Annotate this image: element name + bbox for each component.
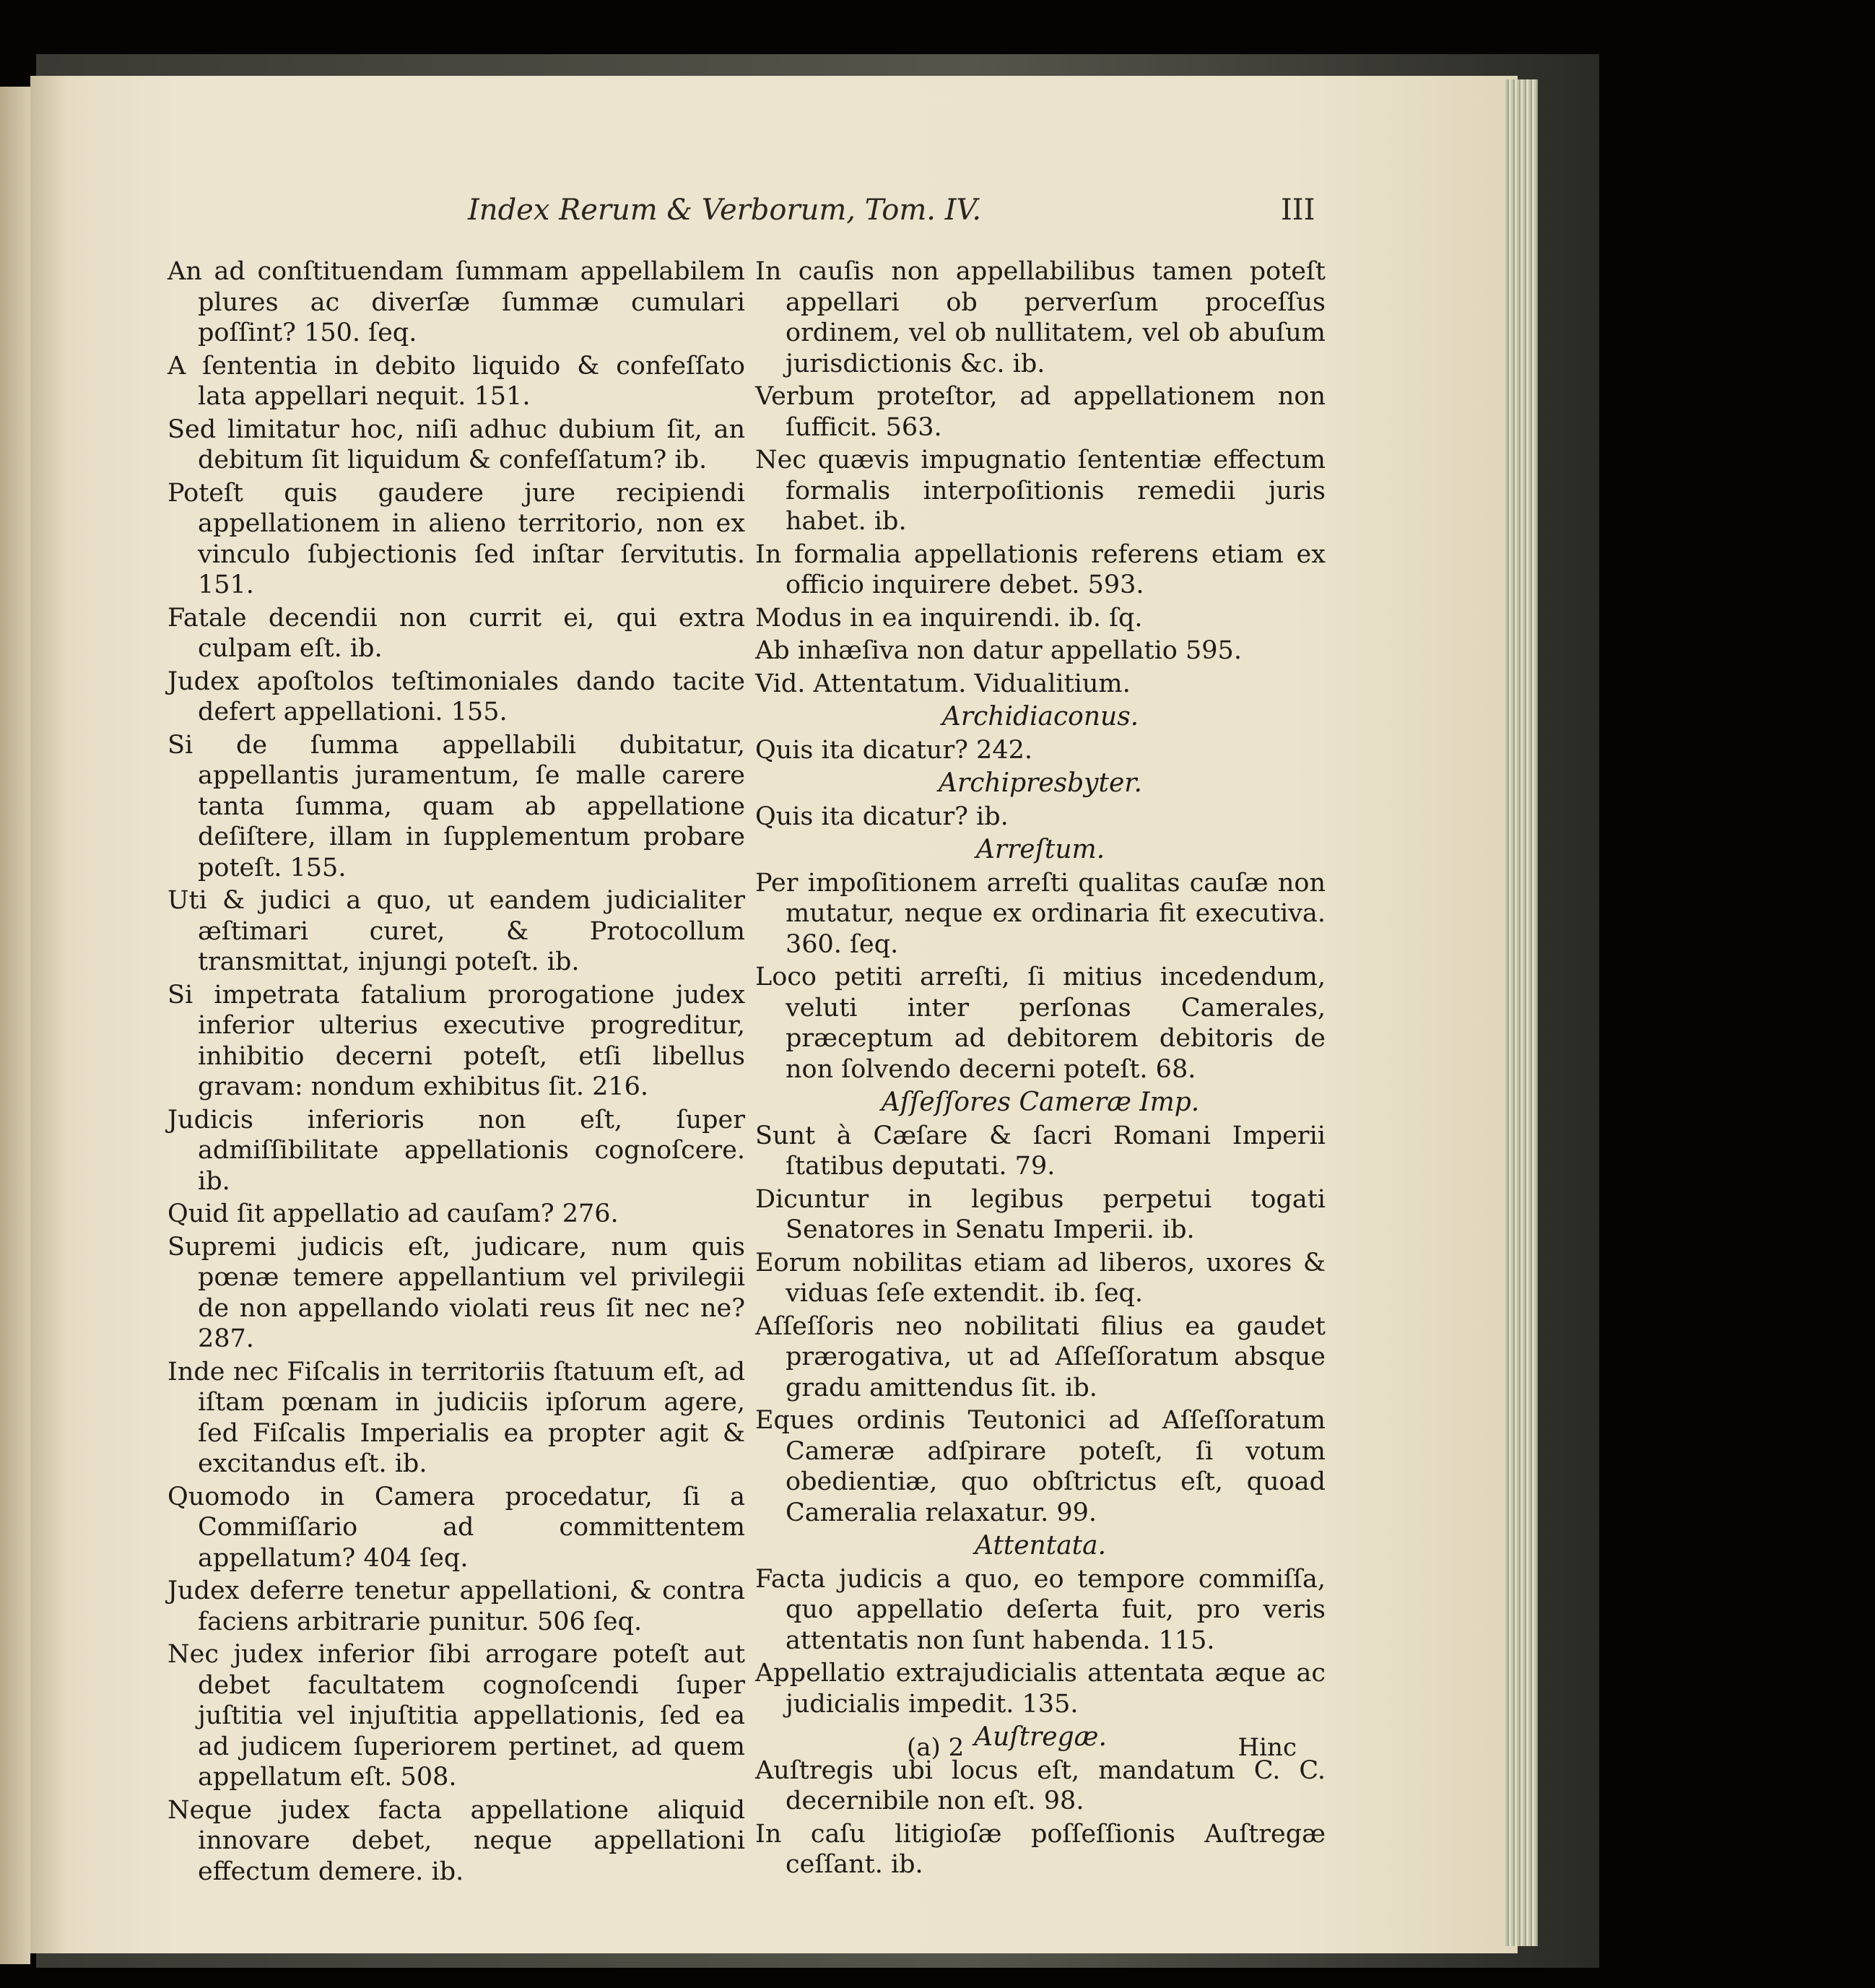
index-entry: In caſu litigioſæ poſſeſſionis Auſtregæ ceſſant. ib. <box>755 1819 1326 1879</box>
index-entry: Judicis inferioris non eſt, ſuper admiſſibilitate appellationis cognoſcere. ib. <box>168 1105 745 1196</box>
index-entry: Uti & judici a quo, ut eandem judicialiter æſtimari curet, & Protocollum transmittat, injungi poteſt. ib. <box>168 886 745 976</box>
index-heading: Archipresbyter. <box>939 768 1142 798</box>
index-entry: Judex deferre tenetur appellationi, & contra faciens arbitrarie punitur. 506 ſeq. <box>168 1576 745 1636</box>
index-heading: Attentata. <box>974 1531 1107 1561</box>
index-entry: Facta judicis a quo, eo tempore commiſſa, quo appellatio deſerta fuit, pro veris attentatis non ſunt habenda. 115. <box>755 1564 1326 1655</box>
index-entry: Fatale decendii non currit ei, qui extra culpam eſt. ib. <box>168 603 745 663</box>
index-heading: Arreſtum. <box>975 835 1105 864</box>
index-entry: Poteſt quis gaudere jure recipiendi appellationem in alieno territorio, non ex vinculo ſubjectionis ſed inſtar ſervitutis. 151. <box>168 478 745 599</box>
previous-page-edge <box>0 87 30 1964</box>
index-entry: Loco petiti arreſti, ſi mitius incedendum, veluti inter perſonas Camerales, præceptum ad debitorem debitoris de non ſolvendo decerni poteſt. 68. <box>755 963 1326 1084</box>
running-head <box>0 194 1875 237</box>
index-entry: Vid. Attentatum. Vidualitium. <box>755 669 1131 698</box>
index-entry: Quis ita dicatur? ib. <box>755 802 1009 831</box>
signature-mark: (a) 2 <box>907 1733 965 1762</box>
index-entry: Nec judex inferior ſibi arrogare poteſt aut debet facultatem cognoſcendi ſuper juſtitia vel injuſtitia appellationis, ſed ea ad judicem ſuperiorem pertinet, ad quem appellatum eſt. 508. <box>168 1640 745 1792</box>
index-entry: An ad conſtituendam ſummam appellabilem plures ac diverſæ ſummæ cumulari poſſint? 150. ſeq. <box>168 257 745 347</box>
index-entry: Quomodo in Camera procedatur, ſi a Commiſſario ad committentem appellatum? 404 ſeq. <box>168 1482 745 1573</box>
right-column <box>755 256 1326 1883</box>
index-entry: Verbum proteſtor, ad appellationem non ſufficit. 563. <box>755 382 1326 442</box>
index-heading: Aſſeſſores Cameræ Imp. <box>881 1088 1200 1117</box>
running-head-title: Index Rerum & Verborum, Tom. IV. <box>468 194 982 227</box>
index-entry: Nec quævis impugnatio ſententiæ effectum formalis interpoſitionis remedii juris habet. ib. <box>755 446 1326 536</box>
index-entry: Si impetrata fatalium prorogatione judex inferior ulterius executive progreditur, inhibitio decerni poteſt, etſi libellus gravam: nondum exhibitus ſit. 216. <box>168 980 745 1101</box>
index-entry: Modus in ea inquirendi. ib. ſq. <box>755 603 1143 633</box>
index-entry: Sunt à Cæſare & ſacri Romani Imperii ſtatibus deputati. 79. <box>755 1121 1326 1181</box>
page-number: III <box>1281 194 1315 227</box>
left-column <box>168 256 745 1889</box>
index-entry: Auſtregis ubi locus eſt, mandatum C. C. decernibile non eſt. 98. <box>755 1755 1326 1815</box>
index-entry: Dicuntur in legibus perpetui togati Senatores in Senatu Imperii. ib. <box>755 1184 1326 1244</box>
index-entry: Ab inhæſiva non datur appellatio 595. <box>755 636 1242 665</box>
index-heading: Archidiaconus. <box>941 702 1139 732</box>
index-heading: Auſtregæ. <box>974 1722 1107 1752</box>
index-entry: Supremi judicis eſt, judicare, num quis pœnæ temere appellantium vel privilegii de non appellando violati reus ſit nec ne? 287. <box>168 1232 745 1353</box>
index-entry: Si de ſumma appellabili dubitatur, appellantis juramentum, ſe malle carere tanta ſumma, quam ab appellatione deſiſtere, illam in ſupplementum probare poteſt. 155. <box>168 730 745 882</box>
page-edges <box>1505 79 1538 1946</box>
index-entry: Quis ita dicatur? 242. <box>755 735 1032 765</box>
index-entry: Eques ordinis Teutonici ad Aſſeſſoratum Cameræ adſpirare poteſt, ſi votum obedientiæ, quo obſtrictus eſt, quoad Cameralia relaxatur. 99. <box>755 1406 1326 1527</box>
index-entry: Quid ſit appellatio ad cauſam? 276. <box>168 1199 619 1228</box>
index-entry: Aſſeſſoris neo nobilitati filius ea gaudet prærogativa, ut ad Aſſeſſoratum absque gradu amittendus ſit. ib. <box>755 1311 1326 1402</box>
catchword: Hinc <box>1237 1733 1297 1762</box>
index-entry: Inde nec Fiſcalis in territoriis ſtatuum eſt, ad iſtam pœnam in judiciis ipſorum agere, ſed Fiſcalis Imperialis ea propter agit & excitandus eſt. ib. <box>168 1357 745 1478</box>
index-entry: Per impoſitionem arreſti qualitas cauſæ non mutatur, neque ex ordinaria fit executiva. 360. ſeq. <box>755 868 1326 959</box>
index-entry: Appellatio extrajudicialis attentata æque ac judicialis impedit. 135. <box>755 1659 1326 1719</box>
index-entry: In cauſis non appellabilibus tamen poteſt appellari ob perverſum proceſſus ordinem, vel ob nullitatem, vel ob abuſum jurisdictionis &c. ib. <box>755 257 1326 378</box>
page-footer <box>755 1733 1326 1765</box>
index-entry: Sed limitatur hoc, niſi adhuc dubium ſit, an debitum ſit liquidum & confeſſatum? ib. <box>168 414 745 474</box>
index-entry: In formalia appellationis referens etiam ex officio inquirere debet. 593. <box>755 539 1326 599</box>
index-entry: A ſententia in debito liquido & confeſſato lata appellari nequit. 151. <box>168 351 745 411</box>
index-entry: Neque judex facta appellatione aliquid innovare debet, neque appellationi effectum demere. ib. <box>168 1795 745 1886</box>
index-entry: Eorum nobilitas etiam ad liberos, uxores & viduas ſeſe extendit. ib. ſeq. <box>755 1248 1326 1308</box>
index-entry: Judex apoſtolos teſtimoniales dando tacite defert appellationi. 155. <box>168 667 745 726</box>
